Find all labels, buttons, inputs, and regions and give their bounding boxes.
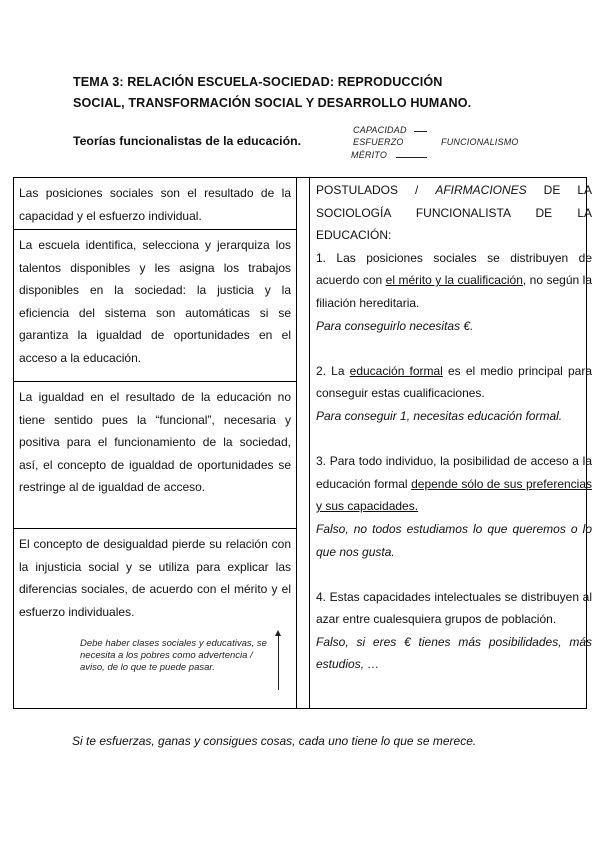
title-line-1: TEMA 3: RELACIÓN ESCUELA-SOCIEDAD: REPRODUCCIÓN	[73, 75, 443, 89]
comparison-table	[13, 177, 593, 709]
postulado-2	[316, 360, 592, 405]
heading-part1: POSTULADOS /	[316, 183, 436, 197]
postulado-4: 4. Estas capacidades intelectuales se distribuyen al azar entre cualesquiera grupos de población.	[316, 589, 592, 627]
p2-before: 2. La	[316, 363, 350, 378]
arrow-line	[278, 633, 279, 690]
p1-after: , no según la filiación hereditaria.	[316, 273, 592, 310]
p3-before: 3. Para todo individuo, la posibilidad de acceso a la educación formal	[316, 454, 592, 491]
note-label-funcionalismo: FUNCIONALISMO	[441, 137, 519, 147]
left-column	[14, 178, 297, 708]
spacer	[316, 428, 592, 451]
note-underline	[396, 157, 427, 158]
spacer	[316, 337, 592, 360]
left-cell-4-text: El concepto de desigualdad pierde su relación con la injusticia social y se utiliza para explicar las diferencias sociales, de acuerdo con el mérito y el esfuerzo individuales.	[19, 537, 291, 619]
left-cell-3: La igualdad en el resultado de la educación no tiene sentido pues la “funcional”, necesaria y positiva para el funcionamiento de la sociedad, así, el concepto de igualdad de oportunidades se restringe al de igualdad de acceso.	[14, 382, 296, 529]
postulado-1	[316, 247, 592, 315]
note-word-esfuerzo: ESFUERZO	[353, 137, 404, 147]
comment-2: Para conseguir 1, necesitas educación formal.	[316, 408, 563, 423]
left-cell-4	[14, 529, 296, 708]
note-word-capacidad: CAPACIDAD	[353, 125, 407, 135]
handwritten-annotation: Debe haber clases sociales y educativas, se necesita a los pobres como advertencia / aviso, de lo que te puede pasar.	[80, 638, 267, 673]
left-cell-2: La escuela identifica, selecciona y jerarquiza los talentos disponibles y les asigna los trabajos disponibles en la sociedad: la justicia y la eficiencia del sistema son automáticas si se garantiza la igualdad de oportunidades en el acceso a la educación.	[14, 230, 296, 382]
postulado-3	[316, 450, 592, 518]
p2-underlined: educación formal	[349, 363, 443, 378]
p3-underlined: depende sólo de sus preferencias y sus capacidades.	[316, 476, 593, 514]
left-cell-1: Las posiciones sociales son el resultado de la capacidad y el esfuerzo individual.	[14, 178, 296, 230]
p2-after: es el medio principal para conseguir estas cualificaciones.	[316, 363, 592, 401]
heading-part2: DE LA SOCIOLOGÍA FUNCIONALISTA DE LA EDUCACIÓN:	[316, 183, 592, 243]
comment-4: Falso, si eres € tienes más posibilidades, más estudios, …	[316, 634, 592, 672]
note-dash	[414, 131, 427, 132]
footer-conclusion: Si te esfuerzas, ganas y consigues cosas, cada uno tiene lo que se merece.	[72, 734, 477, 748]
p1-before: 1. Las posiciones sociales se distribuyen de acuerdo con	[316, 250, 592, 288]
postulados-heading	[316, 179, 592, 247]
column-divider	[297, 178, 310, 708]
right-column	[310, 178, 595, 709]
p1-underlined: el mérito y la cualificación	[385, 273, 523, 288]
page-title	[73, 72, 543, 114]
comment-1: Para conseguirlo necesitas €.	[316, 318, 474, 333]
section-subtitle: Teorías funcionalistas de la educación.	[73, 134, 302, 148]
heading-italic: AFIRMACIONES	[435, 183, 527, 197]
title-line-2: SOCIAL, TRANSFORMACIÓN SOCIAL Y DESARROLLO HUMANO.	[73, 96, 472, 110]
note-word-merito: MÉRITO	[351, 150, 388, 160]
spacer	[316, 563, 592, 586]
comment-3: Falso, no todos estudiamos lo que queremos o lo que nos gusta.	[316, 521, 592, 559]
